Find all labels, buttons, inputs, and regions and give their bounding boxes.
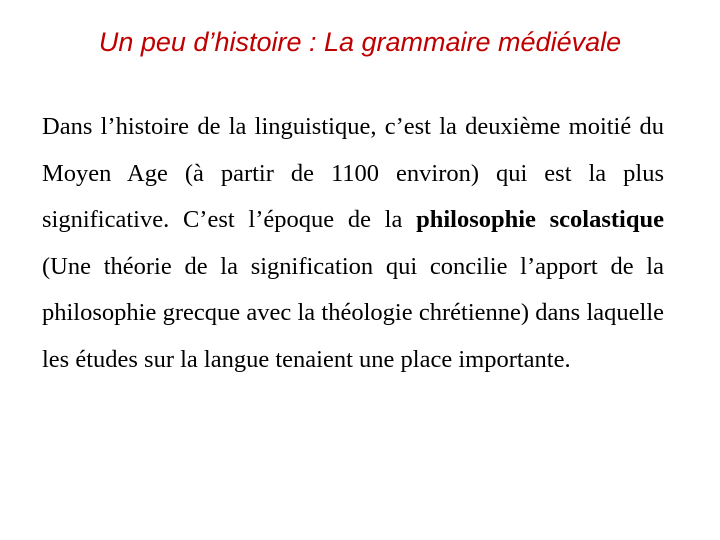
slide-body-paragraph [42, 104, 664, 383]
body-text-intro: Dans l’histoire de la linguistique, c’est la deuxième moitié du Moyen Age (à partir de 1100 environ) qui est la plus significative. C’est l’époque de la [42, 113, 664, 233]
body-text-rest: (Une théorie de la signification qui concilie l’apport de la philosophie grecque avec la théologie chrétienne) dans laquelle les études sur la langue tenaient une place importante. [42, 252, 664, 373]
slide-title: Un peu d’histoire : La grammaire médiévale [98, 27, 622, 57]
body-text-bold-term: philosophie scolastique [416, 206, 664, 233]
